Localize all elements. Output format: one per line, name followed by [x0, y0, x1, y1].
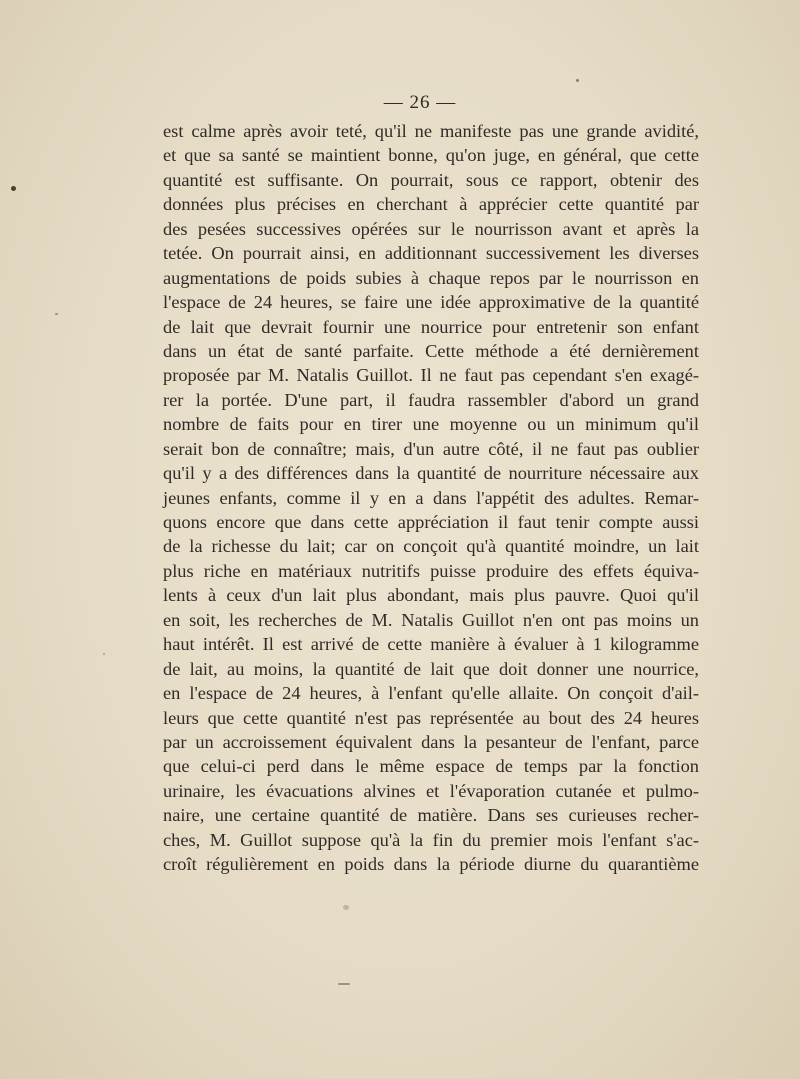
text-line: croît régulièrement en poids dans la période diurne du quarantième	[163, 854, 699, 875]
text-line: quons encore que dans cette appréciation il faut tenir compte aussi	[163, 512, 699, 532]
paper-speck	[576, 79, 579, 82]
text-line: et que sa santé se maintient bonne, qu'on juge, en général, que cette	[163, 145, 699, 166]
paper-speck	[338, 983, 350, 985]
paper-speck	[103, 653, 105, 655]
text-line: qu'il y a des différences dans la quantité de nourriture nécessaire aux	[163, 463, 699, 484]
text-line: rer la portée. D'une part, il faudra rassembler d'abord un grand	[163, 389, 699, 410]
paper-speck	[343, 905, 349, 910]
text-line: données plus précises en cherchant à apprécier cette quantité par	[163, 194, 699, 215]
text-line: tetée. On pourrait ainsi, en additionnant successivement les diverses	[163, 243, 699, 264]
text-line: augmentations de poids subies à chaque repos par le nourrisson en	[163, 267, 699, 288]
text-line: des pesées successives opérées sur le nourrisson avant et après la	[163, 218, 699, 239]
text-line: de lait, au moins, la quantité de lait que doit donner une nourrice,	[163, 658, 699, 679]
text-line: est calme après avoir teté, qu'il ne manifeste pas une grande avidité,	[163, 121, 699, 141]
text-line: l'espace de 24 heures, se faire une idée approximative de la quantité	[163, 292, 699, 313]
text-line: que celui-ci perd dans le même espace de temps par la fonction	[163, 756, 699, 777]
text-line: quantité est suffisante. On pourrait, sous ce rapport, obtenir des	[163, 169, 699, 190]
text-line: leurs que cette quantité n'est pas représentée au bout des 24 heures	[163, 707, 699, 728]
text-line: lents à ceux d'un lait plus abondant, mais plus pauvre. Quoi qu'il	[163, 585, 699, 606]
page-number: — 26 —	[383, 92, 457, 113]
text-line: en l'espace de 24 heures, à l'enfant qu'elle allaite. On conçoit d'ail-	[163, 683, 699, 704]
text-line: proposée par M. Natalis Guillot. Il ne faut pas cependant s'en exagé-	[163, 365, 699, 386]
text-line: dans un état de santé parfaite. Cette méthode a été dernièrement	[163, 340, 699, 361]
paper-speck	[11, 186, 16, 191]
text-line: de lait que devrait fournir une nourrice pour entretenir son enfant	[163, 316, 699, 337]
text-line: en soit, les recherches de M. Natalis Guillot n'en ont pas moins un	[163, 609, 699, 630]
text-line: ches, M. Guillot suppose qu'à la fin du premier mois l'enfant s'ac-	[163, 829, 699, 850]
text-line: serait bon de connaître; mais, d'un autre côté, il ne faut pas oublier	[163, 438, 699, 459]
text-line: plus riche en matériaux nutritifs puisse produire des effets équiva-	[163, 560, 699, 581]
text-line: de la richesse du lait; car on conçoit qu'à quantité moindre, un lait	[163, 536, 699, 557]
body-text	[163, 119, 699, 877]
text-line: urinaire, les évacuations alvines et l'évaporation cutanée et pulmo-	[163, 780, 699, 801]
text-line: naire, une certaine quantité de matière. Dans ses curieuses recher-	[163, 805, 699, 826]
text-line: par un accroissement équivalent dans la pesanteur de l'enfant, parce	[163, 731, 699, 752]
text-line: jeunes enfants, comme il y en a dans l'appétit des adultes. Remar-	[163, 487, 699, 508]
text-line: haut intérêt. Il est arrivé de cette manière à évaluer à 1 kilogramme	[163, 634, 699, 655]
text-line: nombre de faits pour en tirer une moyenne ou un minimum qu'il	[163, 414, 699, 435]
paper-speck	[55, 313, 58, 315]
